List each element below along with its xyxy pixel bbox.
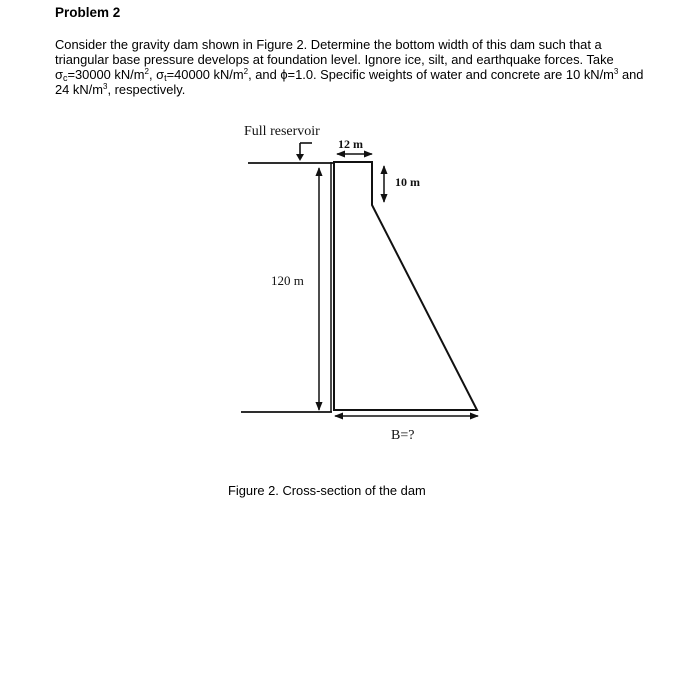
unit-superscript: 2 bbox=[243, 67, 249, 76]
figure-caption: Figure 2. Cross-section of the dam bbox=[228, 483, 426, 498]
statement-part: and 24 kN/m bbox=[55, 67, 644, 97]
top-width-label: 12 m bbox=[338, 137, 363, 151]
statement-part: Consider the gravity dam shown in Figure 2. Determine the bottom width of this dam such that a triangular base pressure develops at foundation level. Ignore ice, silt, and earthquake forces. Take σ bbox=[55, 37, 614, 82]
unit-superscript: 3 bbox=[103, 82, 108, 91]
statement-part: , σ bbox=[148, 67, 165, 82]
statement-part: =30000 kN/m bbox=[67, 67, 145, 82]
vertical-face-label: 10 m bbox=[395, 175, 420, 189]
height-label: 120 m bbox=[271, 273, 304, 288]
statement-part: =40000 kN/m bbox=[166, 67, 244, 82]
unit-superscript: 3 bbox=[613, 67, 619, 76]
problem-heading: Problem 2 bbox=[55, 5, 121, 20]
statement-part: , and ϕ=1.0. Specific weights of water and concrete are 10 kN/m bbox=[248, 67, 614, 82]
reservoir-label: Full reservoir bbox=[244, 124, 320, 139]
sigma-c-subscript: c bbox=[62, 73, 68, 83]
statement-part: , respectively. bbox=[107, 82, 186, 97]
water-surface-symbol bbox=[296, 143, 312, 161]
base-width-label: B=? bbox=[391, 428, 415, 443]
sigma-t-subscript: t bbox=[164, 73, 167, 83]
dam-body-outline bbox=[334, 162, 477, 410]
unit-superscript: 2 bbox=[144, 67, 149, 76]
